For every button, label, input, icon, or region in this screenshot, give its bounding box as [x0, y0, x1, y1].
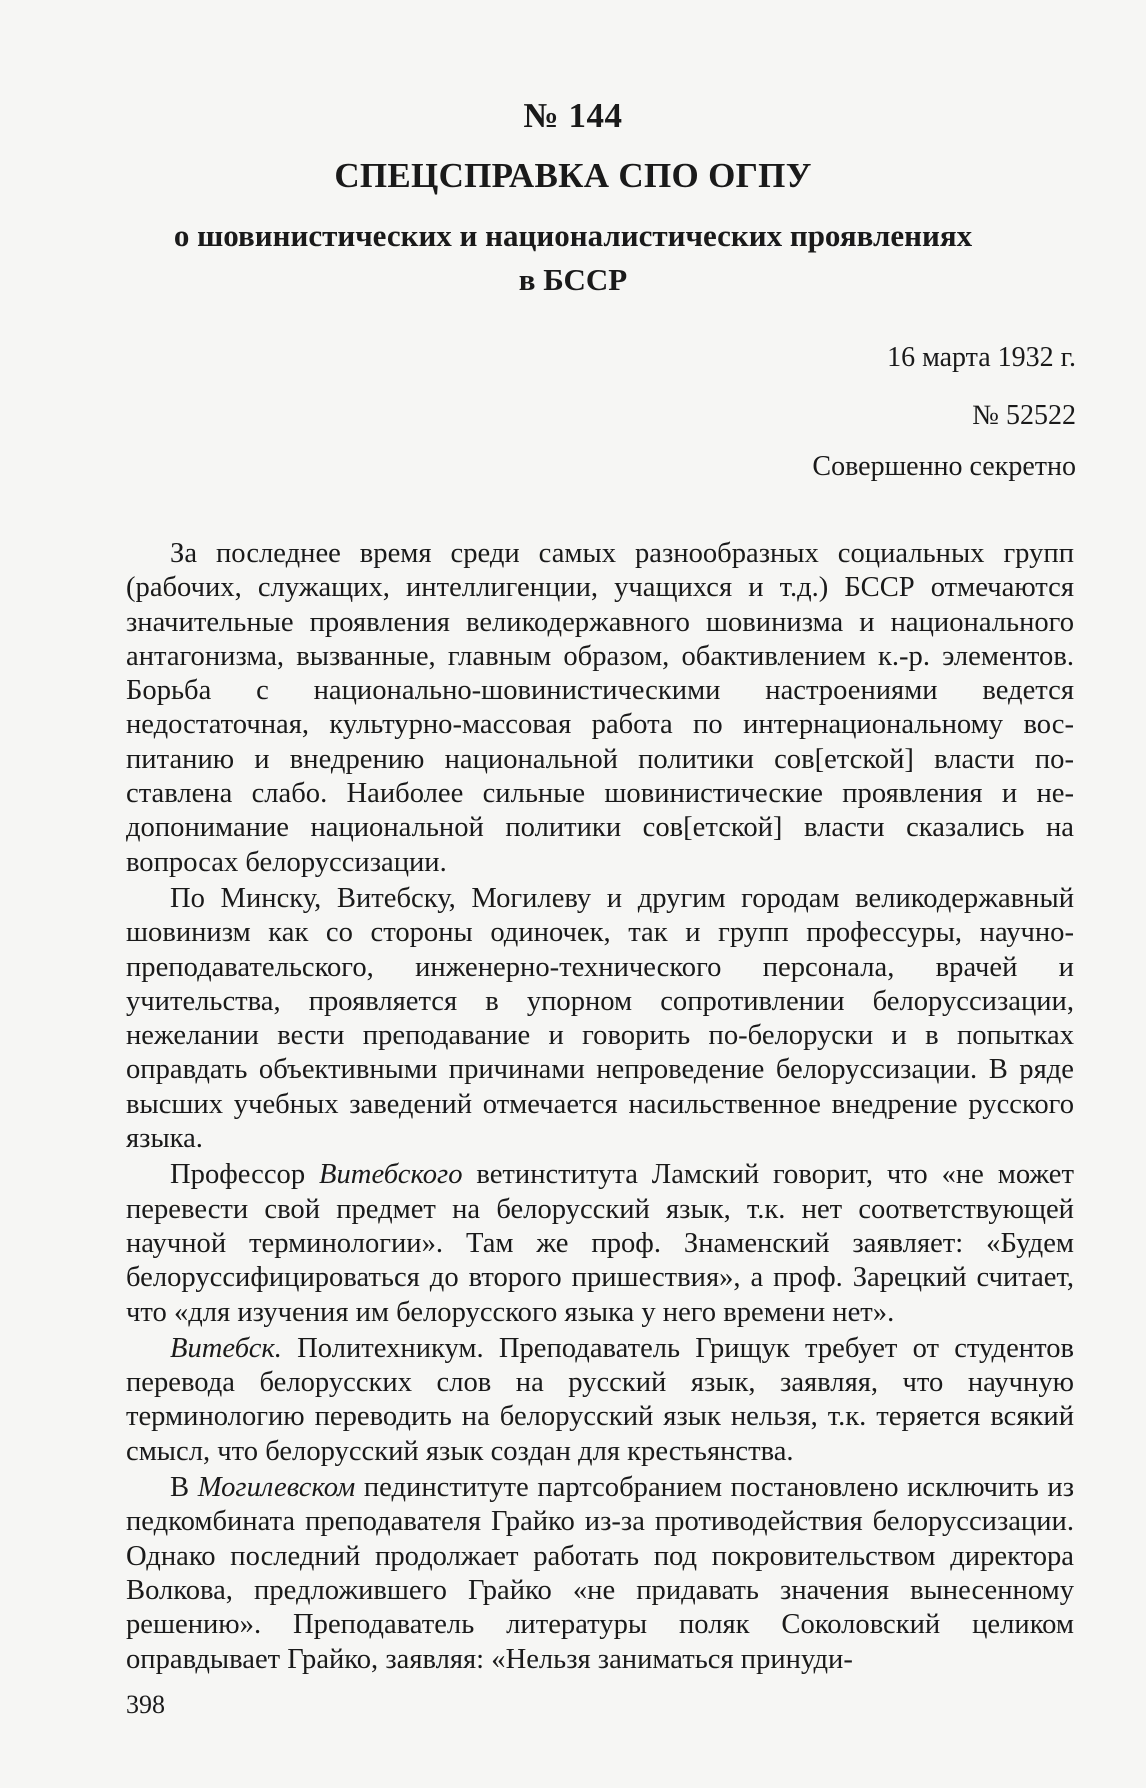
- paragraph-2: По Минску, Витебску, Могилеву и другим городам великодержавный шовинизм как со стороны одиночек, так и групп профессуры, научно-преподавательского, инженерно-технического персонала, врачей и учительства, проявляется в упорном сопротивлении белоруссизации, нежелании вести преподавание и говорить по-белоруски и в попытках оправдать объективными причинами непроведение белоруссизации. В ряде высших учебных заведений отмечается насильственное внедрение русского языка.: [126, 882, 1074, 1155]
- document-body: [126, 537, 1074, 1677]
- paragraph-5-before: В: [170, 1472, 198, 1504]
- paragraph-4: [126, 1332, 1074, 1469]
- page-number: 398: [126, 1690, 165, 1719]
- paragraph-5-emphasis: Могилевском: [197, 1472, 356, 1504]
- paragraph-4-after: Политехникум. Преподаватель Грищук требует от студентов перевода белорусских слов на русский язык, заявляя, что научную терминологию переводить на белорусский язык нельзя, т.к. теряется всякий смысл, что белорусский язык создан для крестьянства.: [126, 1332, 1074, 1467]
- document-reg-number: № 52522: [972, 400, 1076, 431]
- paragraph-4-emphasis: Витебск.: [170, 1332, 282, 1364]
- document-date: 16 марта 1932 г.: [887, 342, 1076, 373]
- paragraph-3-before: Профессор: [170, 1159, 320, 1191]
- paragraph-3: [126, 1158, 1074, 1329]
- paragraph-3-emphasis: Витебского: [319, 1159, 463, 1191]
- document-subject-line-2: в БССР: [518, 262, 628, 297]
- paragraph-5-after: пединституте партсобранием постановлено исключить из педкомбината преподавателя Грайко из-за противодействия белоруссизации. Однако последний продолжает работать под покровительством директора Волкова, предложившего Грайко «не придавать значения вынесенному решению». Преподаватель литературы поляк Соколовский целиком оправдывает Грайко, заявляя: «Нельзя заниматься принуди-: [126, 1472, 1074, 1675]
- document-classification: Совершенно секретно: [812, 451, 1076, 482]
- document-subject: [150, 214, 996, 302]
- document-subject-line-1: о шовинистических и националистических проявлениях: [173, 218, 973, 253]
- document-type-heading: СПЕЦСПРАВКА СПО ОГПУ: [334, 156, 812, 195]
- paragraph-5: [126, 1471, 1074, 1677]
- paragraph-3-after: ветинститута Ламский говорит, что «не может перевести свой предмет на белорусский язык, т.к. нет соответствующей научной терминологии». Там же проф. Знаменский заявляет: «Будем белоруссифицироваться до второго пришествия», а проф. Зарецкий считает, что «для изучения им белорусского языка у него времени нет».: [126, 1159, 1074, 1328]
- document-number: № 144: [523, 96, 623, 135]
- paragraph-1: За последнее время среди самых разнообразных социальных групп (рабочих, служащих, интеллигенции, учащихся и т.д.) БССР отмечаются значительные проявления великодержавного шовинизма и национального антагонизма, вызванные, главным образом, обактивлением к.-р. элементов. Борьба с национально-шовинистическими настроениями ведется недостаточная, культурно-массовая работа по интернациональному воспитанию и внедрению национальной политики сов[етской] власти поставлена слабо. Наиболее сильные шовинистические проявления и недопонимание национальной политики сов[етской] власти сказались на вопросах белоруссизации.: [126, 538, 1074, 878]
